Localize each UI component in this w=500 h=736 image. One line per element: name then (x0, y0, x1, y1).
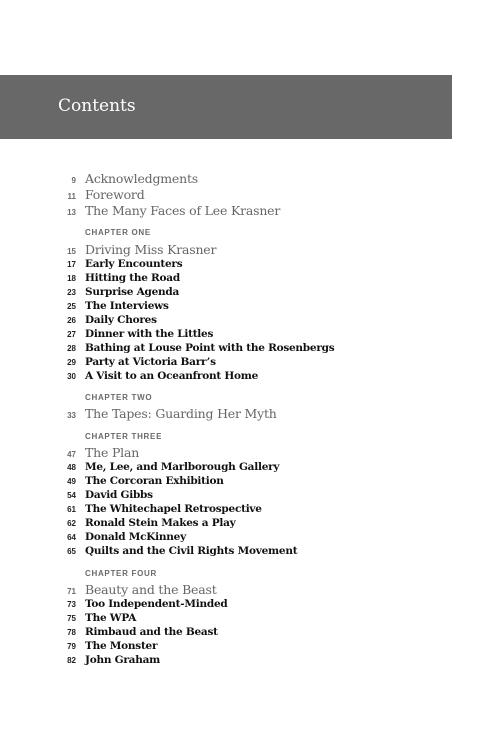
section-entry (0, 530, 500, 544)
major-entry-title: The Tapes: Guarding Her Myth (85, 406, 277, 421)
page-number: 13 (67, 208, 76, 217)
section-title: The Interviews (85, 300, 169, 312)
section-entry (0, 257, 500, 271)
section-title: Quilts and the Civil Rights Movement (85, 545, 298, 557)
page-number: 30 (67, 372, 76, 381)
section-entry (0, 341, 500, 355)
section-title: Bathing at Louse Point with the Rosenbergs (85, 342, 335, 354)
page-title: Contents (58, 96, 136, 116)
section-entry (0, 369, 500, 383)
chapter-label: CHAPTER TWO (85, 393, 153, 402)
section-entry (0, 502, 500, 516)
page-number: 18 (67, 274, 76, 283)
page-number: 73 (67, 600, 76, 609)
section-entry (0, 597, 500, 611)
section-title: The Corcoran Exhibition (85, 475, 224, 487)
page-number: 26 (67, 316, 76, 325)
page-number: 79 (67, 642, 76, 651)
page-number: 65 (67, 547, 76, 556)
chapter-label: CHAPTER THREE (85, 432, 163, 441)
section-entry (0, 516, 500, 530)
page-number: 48 (67, 463, 76, 472)
front-matter-entry (0, 171, 500, 187)
page-number: 15 (67, 247, 76, 256)
section-entry (0, 653, 500, 667)
section-title: The Monster (85, 640, 158, 652)
section-title: Party at Victoria Barr’s (85, 356, 216, 368)
section-title: Dinner with the Littles (85, 328, 214, 340)
section-entry (0, 299, 500, 313)
section-entry (0, 611, 500, 625)
section-title: Rimbaud and the Beast (85, 626, 218, 638)
page-number: 78 (67, 628, 76, 637)
section-title: David Gibbs (85, 489, 153, 501)
page-number: 47 (67, 450, 76, 459)
section-title: A Visit to an Oceanfront Home (85, 370, 259, 382)
page-number: 9 (71, 176, 76, 185)
page-number: 71 (67, 587, 76, 596)
page-number: 23 (67, 288, 76, 297)
section-title: Surprise Agenda (85, 286, 180, 298)
page-number: 28 (67, 344, 76, 353)
page-number: 25 (67, 302, 76, 311)
major-entry-title: Beauty and the Beast (85, 582, 217, 597)
page-number: 62 (67, 519, 76, 528)
chapter-entry (0, 445, 500, 461)
page-number: 33 (67, 411, 76, 420)
section-title: Early Encounters (85, 258, 183, 270)
section-title: John Graham (85, 654, 160, 666)
section-entry (0, 285, 500, 299)
section-entry (0, 327, 500, 341)
section-title: The WPA (85, 612, 137, 624)
front-matter-entry (0, 203, 500, 219)
section-title: Me, Lee, and Marlborough Gallery (85, 461, 280, 473)
page-number: 61 (67, 505, 76, 514)
section-entry (0, 639, 500, 653)
section-entry (0, 625, 500, 639)
section-entry (0, 488, 500, 502)
section-title: The Whitechapel Retrospective (85, 503, 262, 515)
section-title: Hitting the Road (85, 272, 180, 284)
page-number: 82 (67, 656, 76, 665)
chapter-label: CHAPTER ONE (85, 228, 151, 237)
section-entry (0, 271, 500, 285)
section-entry (0, 544, 500, 558)
page-number: 75 (67, 614, 76, 623)
page-number: 17 (67, 260, 76, 269)
page-number: 11 (67, 192, 76, 201)
section-title: Too Independent-Minded (85, 598, 228, 610)
page-number: 27 (67, 330, 76, 339)
section-title: Ronald Stein Makes a Play (85, 517, 236, 529)
section-entry (0, 460, 500, 474)
chapter-entry (0, 406, 500, 422)
section-title: Daily Chores (85, 314, 157, 326)
page-number: 29 (67, 358, 76, 367)
page-number: 64 (67, 533, 76, 542)
section-entry (0, 474, 500, 488)
major-entry-title: Acknowledgments (85, 171, 199, 186)
major-entry-title: The Many Faces of Lee Krasner (85, 203, 281, 218)
major-entry-title: Driving Miss Krasner (85, 242, 217, 257)
major-entry-title: The Plan (85, 445, 140, 460)
chapter-entry (0, 582, 500, 598)
page-number: 49 (67, 477, 76, 486)
chapter-label: CHAPTER FOUR (85, 569, 157, 578)
chapter-entry (0, 242, 500, 258)
section-title: Donald McKinney (85, 531, 186, 543)
section-entry (0, 313, 500, 327)
page-number: 54 (67, 491, 76, 500)
major-entry-title: Foreword (85, 187, 145, 202)
section-entry (0, 355, 500, 369)
front-matter-entry (0, 187, 500, 203)
